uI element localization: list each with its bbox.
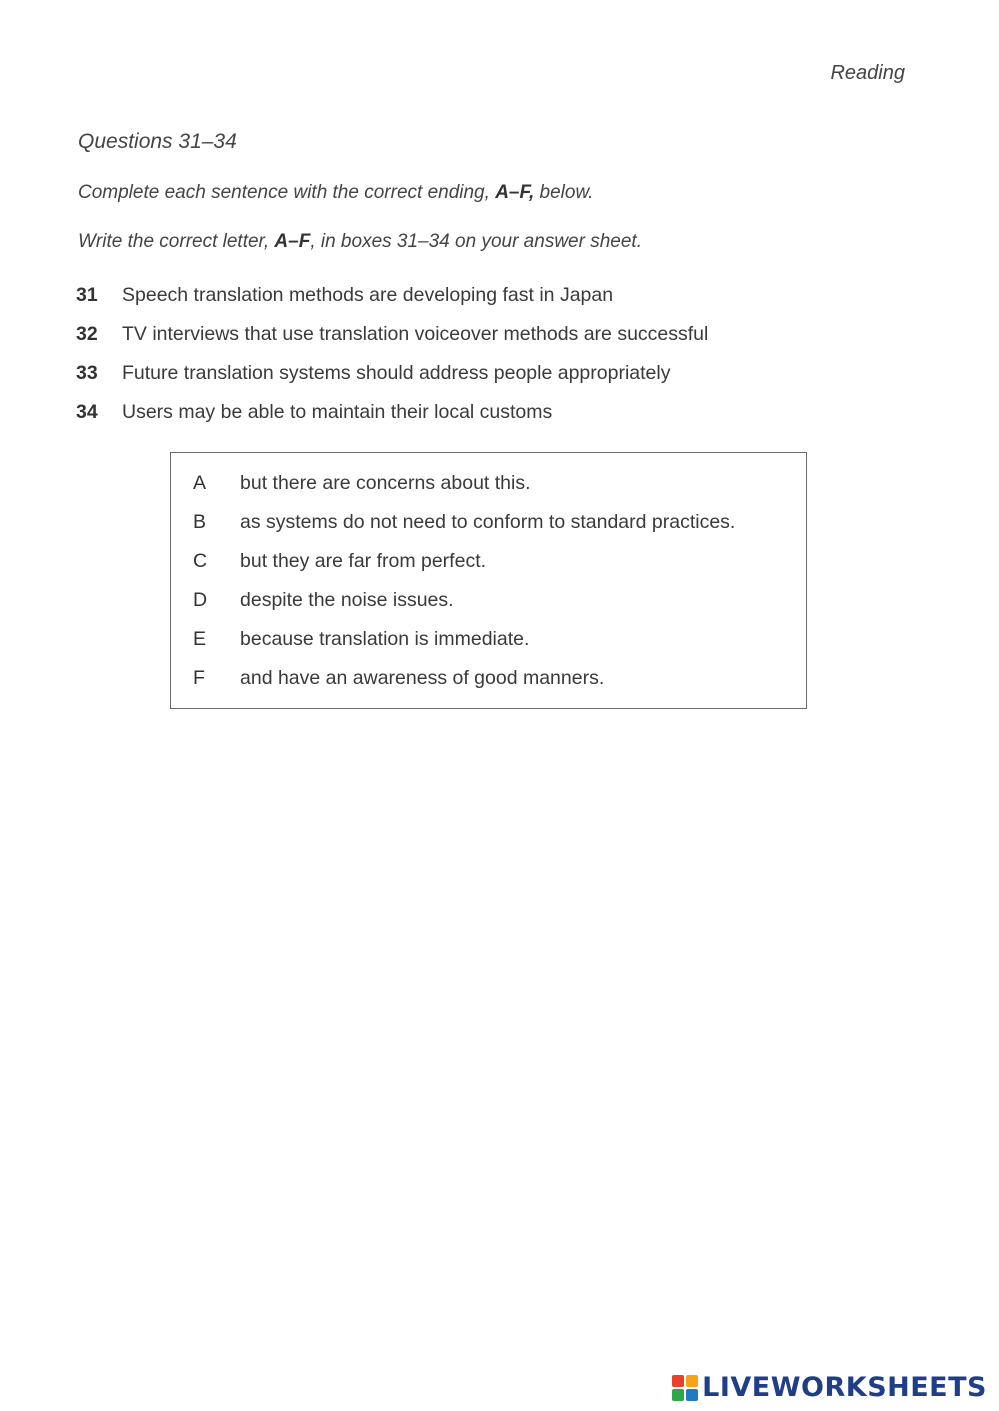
liveworksheets-brand[interactable] <box>672 1372 987 1403</box>
ending-option <box>193 511 796 550</box>
ending-option <box>193 628 796 667</box>
ending-letter: C <box>193 550 208 572</box>
instruction-text: below. <box>534 182 594 203</box>
liveworksheets-logo-icon <box>672 1375 698 1401</box>
ending-text: despite the noise issues. <box>240 589 454 611</box>
logo-square <box>672 1375 684 1387</box>
instruction-text: Complete each sentence with the correct ending, <box>78 182 496 203</box>
instruction-write-letter <box>78 231 642 253</box>
instruction-range: A–F <box>274 231 311 252</box>
instruction-range: A–F, <box>495 182 535 203</box>
ending-letter: E <box>193 628 207 650</box>
question-number: 33 <box>76 362 98 384</box>
ending-option <box>193 472 796 511</box>
question-item <box>76 284 776 323</box>
questions-heading: Questions 31–34 <box>78 130 237 153</box>
endings-box <box>170 452 807 709</box>
logo-square <box>672 1389 684 1401</box>
question-text: Future translation systems should address people appropriately <box>122 362 671 384</box>
ending-letter: B <box>193 511 207 533</box>
question-number: 31 <box>76 284 98 306</box>
instruction-complete-sentence <box>78 182 593 204</box>
question-item <box>76 362 776 401</box>
ending-letter: A <box>193 472 207 494</box>
question-text: Speech translation methods are developing fast in Japan <box>122 284 614 306</box>
ending-text: and have an awareness of good manners. <box>240 667 605 689</box>
ending-text: but there are concerns about this. <box>240 472 531 494</box>
question-text: Users may be able to maintain their local customs <box>122 401 553 423</box>
question-number: 32 <box>76 323 98 345</box>
ending-option <box>193 667 796 706</box>
ending-text: as systems do not need to conform to standard practices. <box>240 511 736 533</box>
instruction-text: Write the correct letter, <box>78 231 275 252</box>
ending-text: but they are far from perfect. <box>240 550 487 572</box>
logo-square <box>686 1389 698 1401</box>
ending-option <box>193 550 796 589</box>
instruction-text: , in boxes 31–34 on your answer sheet. <box>310 231 642 252</box>
question-text: TV interviews that use translation voiceover methods are successful <box>122 323 709 345</box>
logo-square <box>686 1375 698 1387</box>
section-label: Reading <box>830 62 905 84</box>
question-list <box>76 284 776 440</box>
question-item <box>76 401 776 440</box>
ending-letter: F <box>193 667 205 689</box>
endings-list <box>193 472 796 706</box>
brand-name: LIVEWORKSHEETS <box>702 1372 987 1403</box>
ending-option <box>193 589 796 628</box>
question-number: 34 <box>76 401 98 423</box>
ending-text: because translation is immediate. <box>240 628 530 650</box>
question-item <box>76 323 776 362</box>
ending-letter: D <box>193 589 208 611</box>
